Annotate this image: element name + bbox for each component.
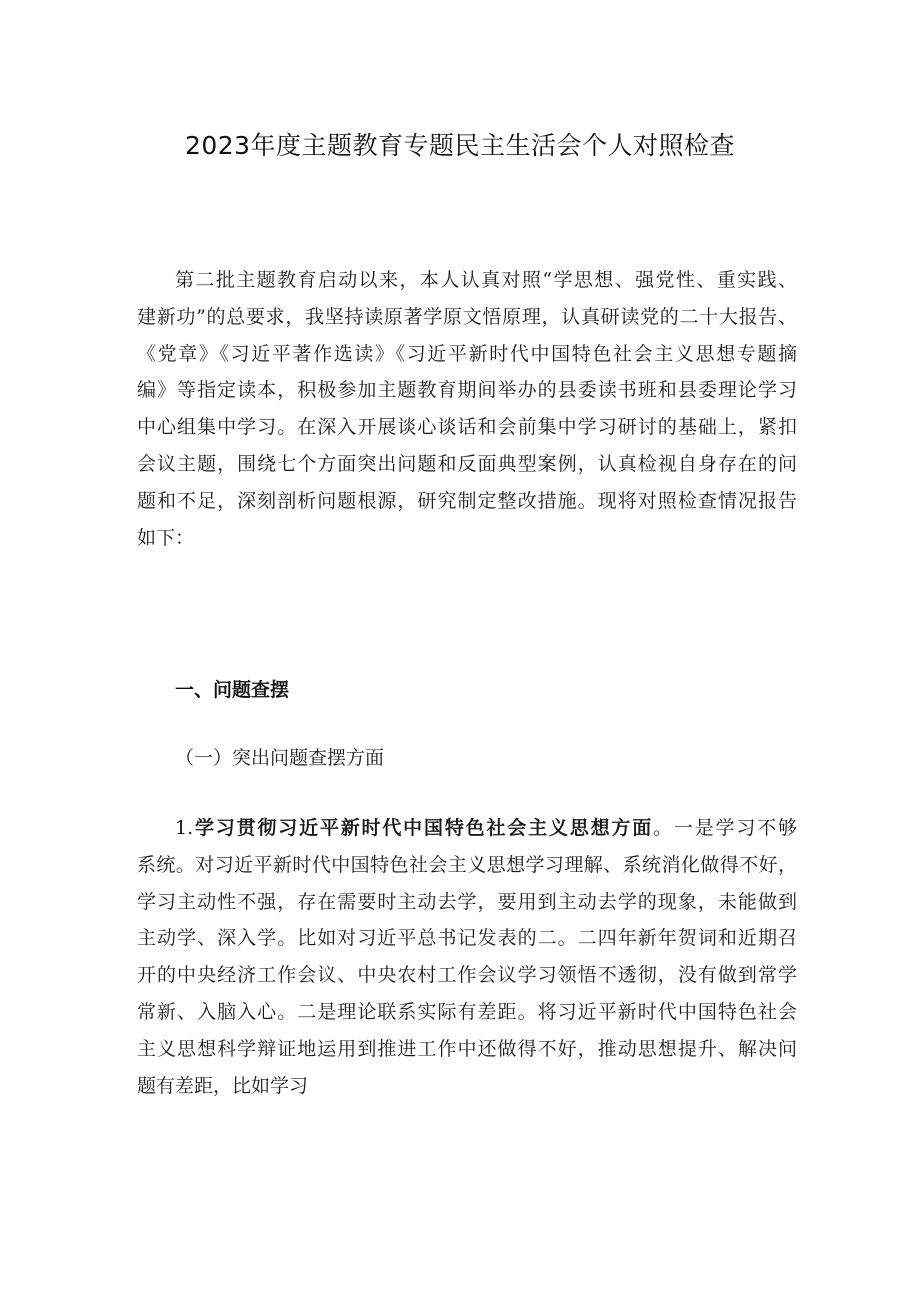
paragraph-line: 开的中央经济工作会议、中央农村工作会议学习领悟不透彻，没有做到常学: [137, 964, 797, 987]
point-number: 1.: [175, 817, 194, 839]
point-first-line-rest: 。一是学习不够: [653, 817, 797, 839]
paragraph-line: 题和不足，深刻剖析问题根源，研究制定整改措施。现将对照检查情况报告: [137, 489, 797, 512]
paragraph-line: 如下：: [137, 526, 195, 549]
paragraph-line: 编》等指定读本，积极参加主题教育期间举办的县委读书班和县委理论学习: [137, 379, 797, 402]
paragraph-line: 学习主动性不强，存在需要时主动去学，要用到主动去学的现象，未能做到: [137, 890, 797, 913]
paragraph-line: 主义思想科学辩证地运用到推进工作中还做得不好，推动思想提升、解决问: [137, 1037, 797, 1060]
document-title: 2023年度主题教育专题民主生活会个人对照检查: [184, 131, 736, 160]
point-1-paragraph: [137, 810, 797, 1104]
intro-paragraph: [137, 262, 797, 556]
paragraph-line: 第二批主题教育启动以来，本人认真对照“学思想、强党性、重实践、: [175, 269, 797, 291]
paragraph-line: 系统。对习近平新时代中国特色社会主义思想学习理解、系统消化做得不好，: [137, 853, 797, 876]
paragraph-line: 常新、入脑入心。二是理论联系实际有差距。将习近平新时代中国特色社会: [137, 1000, 797, 1023]
paragraph-line: 题有差距，比如学习: [137, 1074, 309, 1097]
section-heading: 一、问题查摆: [175, 679, 290, 701]
paragraph-line: 中心组集中学习。在深入开展谈心谈话和会前集中学习研讨的基础上，紧扣: [137, 416, 797, 439]
paragraph-line: 建新功”的总要求，我坚持读原著学原文悟原理，认真研读党的二十大报告、: [137, 305, 797, 328]
paragraph-line: 会议主题，围绕七个方面突出问题和反面典型案例，认真检视自身存在的问: [137, 452, 797, 475]
paragraph-line: 主动学、深入学。比如对习近平总书记发表的二。二四年新年贺词和近期召: [137, 927, 797, 950]
point-1-first-line: [137, 810, 797, 847]
point-bold-title: 学习贯彻习近平新时代中国特色社会主义思想方面: [193, 817, 654, 839]
paragraph-line: 《党章》《习近平著作选读》《习近平新时代中国特色社会主义思想专题摘: [137, 342, 797, 365]
subsection-heading: （一）突出问题查摆方面: [175, 747, 385, 769]
